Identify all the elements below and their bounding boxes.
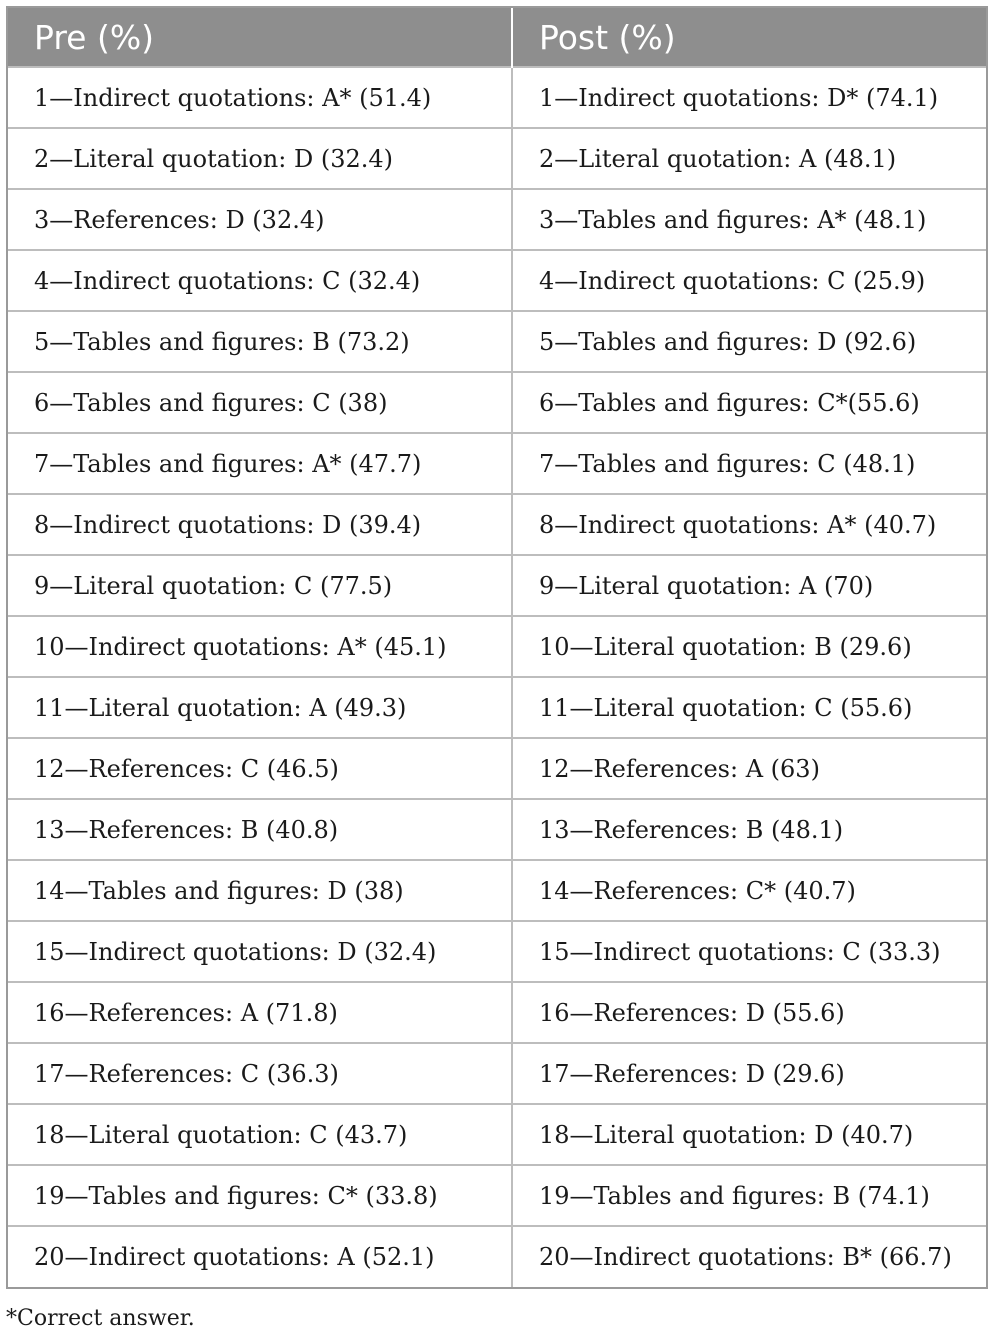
cell-pre: 5—Tables and figures: B (73.2) [8, 311, 512, 372]
cell-pre: 8—Indirect quotations: D (39.4) [8, 494, 512, 555]
table-row [8, 921, 986, 982]
cell-pre: 19—Tables and figures: C* (33.8) [8, 1165, 512, 1226]
table-row [8, 799, 986, 860]
cell-post: 19—Tables and figures: B (74.1) [512, 1165, 986, 1226]
table-row [8, 128, 986, 189]
cell-pre: 13—References: B (40.8) [8, 799, 512, 860]
table-row [8, 1043, 986, 1104]
table-body [8, 67, 986, 1287]
cell-post: 11—Literal quotation: C (55.6) [512, 677, 986, 738]
table-row [8, 616, 986, 677]
table-row [8, 1104, 986, 1165]
cell-post: 3—Tables and figures: A* (48.1) [512, 189, 986, 250]
footnote: *Correct answer. [6, 1306, 195, 1331]
cell-post: 5—Tables and figures: D (92.6) [512, 311, 986, 372]
cell-post: 4—Indirect quotations: C (25.9) [512, 250, 986, 311]
cell-pre: 17—References: C (36.3) [8, 1043, 512, 1104]
cell-pre: 7—Tables and figures: A* (47.7) [8, 433, 512, 494]
cell-pre: 6—Tables and figures: C (38) [8, 372, 512, 433]
table-row [8, 372, 986, 433]
cell-pre: 2—Literal quotation: D (32.4) [8, 128, 512, 189]
cell-post: 13—References: B (48.1) [512, 799, 986, 860]
cell-pre: 12—References: C (46.5) [8, 738, 512, 799]
table-row [8, 1226, 986, 1287]
cell-pre: 16—References: A (71.8) [8, 982, 512, 1043]
cell-post: 1—Indirect quotations: D* (74.1) [512, 67, 986, 128]
cell-pre: 3—References: D (32.4) [8, 189, 512, 250]
column-header-post: Post (%) [512, 8, 986, 67]
cell-post: 16—References: D (55.6) [512, 982, 986, 1043]
cell-pre: 4—Indirect quotations: C (32.4) [8, 250, 512, 311]
table-row [8, 250, 986, 311]
cell-pre: 20—Indirect quotations: A (52.1) [8, 1226, 512, 1287]
cell-post: 15—Indirect quotations: C (33.3) [512, 921, 986, 982]
results-table-container [6, 6, 988, 1289]
table-row [8, 433, 986, 494]
table-header-row [8, 8, 986, 67]
cell-post: 17—References: D (29.6) [512, 1043, 986, 1104]
table-row [8, 494, 986, 555]
cell-post: 2—Literal quotation: A (48.1) [512, 128, 986, 189]
cell-pre: 15—Indirect quotations: D (32.4) [8, 921, 512, 982]
cell-pre: 9—Literal quotation: C (77.5) [8, 555, 512, 616]
cell-post: 18—Literal quotation: D (40.7) [512, 1104, 986, 1165]
cell-post: 7—Tables and figures: C (48.1) [512, 433, 986, 494]
cell-pre: 1—Indirect quotations: A* (51.4) [8, 67, 512, 128]
table-row [8, 860, 986, 921]
table-row [8, 311, 986, 372]
results-table [8, 8, 986, 1287]
cell-pre: 11—Literal quotation: A (49.3) [8, 677, 512, 738]
table-row [8, 189, 986, 250]
cell-post: 9—Literal quotation: A (70) [512, 555, 986, 616]
cell-pre: 14—Tables and figures: D (38) [8, 860, 512, 921]
table-row [8, 555, 986, 616]
cell-post: 12—References: A (63) [512, 738, 986, 799]
table-row [8, 982, 986, 1043]
column-header-pre: Pre (%) [8, 8, 512, 67]
cell-post: 20—Indirect quotations: B* (66.7) [512, 1226, 986, 1287]
cell-pre: 10—Indirect quotations: A* (45.1) [8, 616, 512, 677]
cell-post: 8—Indirect quotations: A* (40.7) [512, 494, 986, 555]
table-row [8, 677, 986, 738]
cell-pre: 18—Literal quotation: C (43.7) [8, 1104, 512, 1165]
table-row [8, 67, 986, 128]
table-row [8, 738, 986, 799]
table-row [8, 1165, 986, 1226]
cell-post: 14—References: C* (40.7) [512, 860, 986, 921]
cell-post: 10—Literal quotation: B (29.6) [512, 616, 986, 677]
cell-post: 6—Tables and figures: C*(55.6) [512, 372, 986, 433]
